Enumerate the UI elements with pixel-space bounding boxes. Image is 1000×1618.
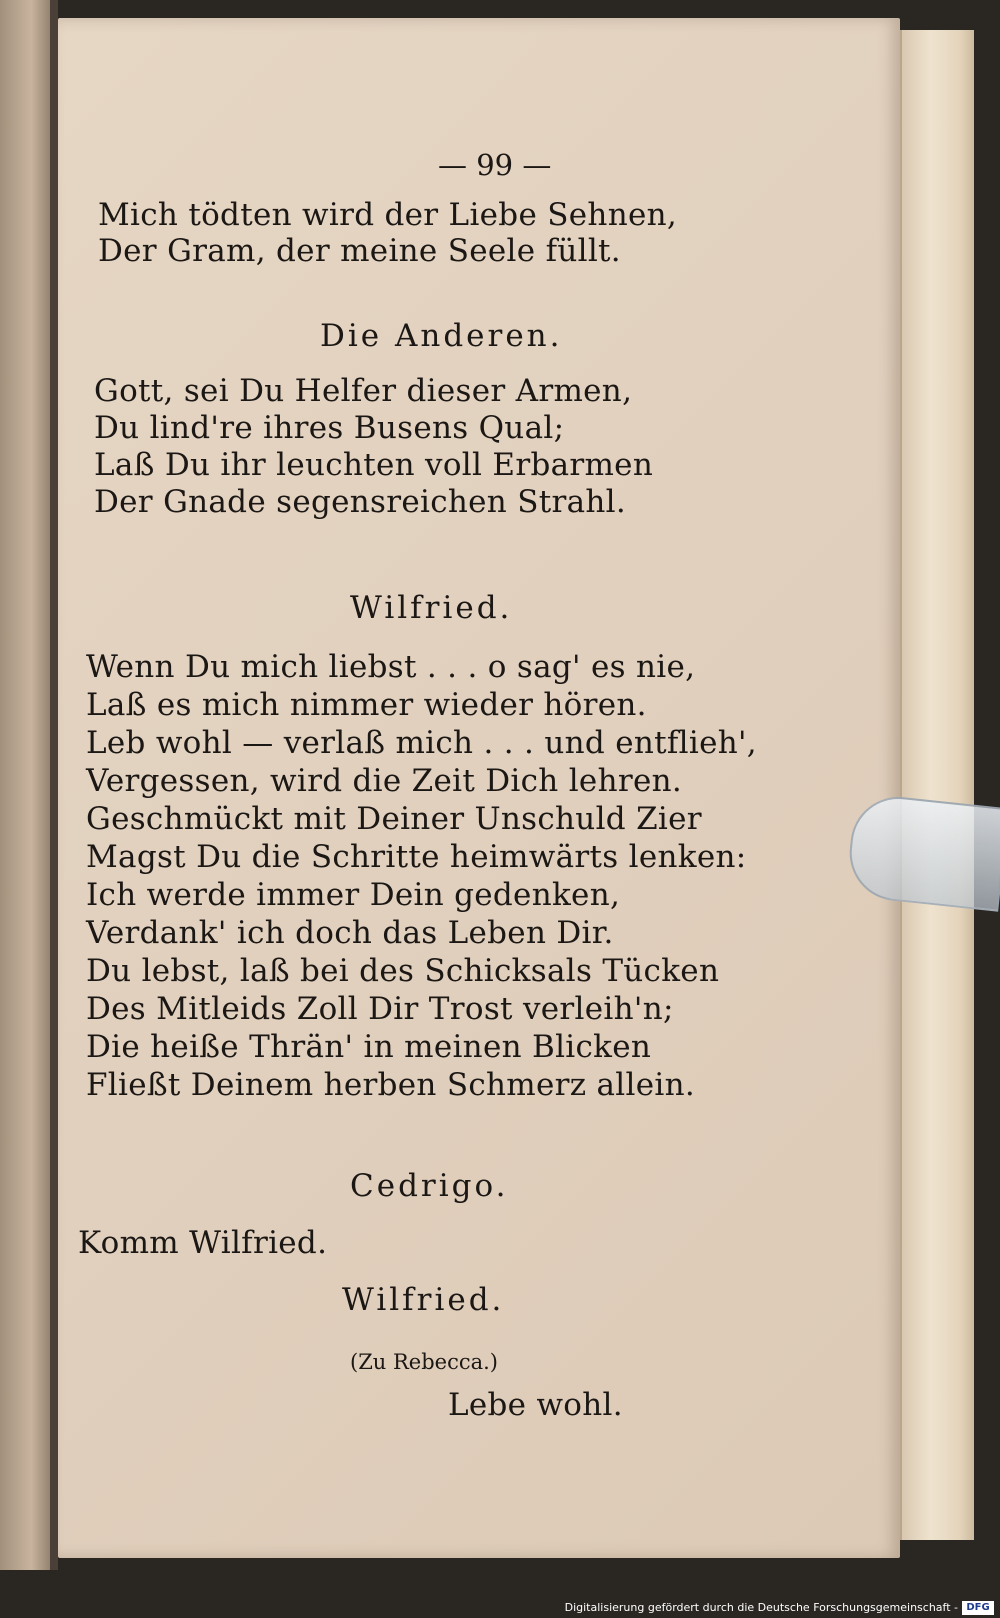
- verse-line: Mich tödten wird der Liebe Sehnen,: [98, 197, 678, 233]
- verse-line: Du lind're ihres Busens Qual;: [94, 410, 565, 446]
- speaker-heading: Wilfried.: [350, 590, 513, 626]
- left-page-edge: [0, 0, 52, 1570]
- verse-line: Die heiße Thrän' in meinen Blicken: [86, 1029, 652, 1065]
- footer-credit: Digitalisierung gefördert durch die Deutsche Forschungsgemeinschaft -: [564, 1601, 958, 1614]
- verse-line: Gott, sei Du Helfer dieser Armen,: [94, 373, 633, 409]
- verse-line: Laß Du ihr leuchten voll Erbarmen: [94, 447, 654, 483]
- verse-line: Lebe wohl.: [448, 1387, 623, 1423]
- dfg-logo: DFG: [962, 1601, 994, 1615]
- book-spine: [50, 0, 58, 1570]
- verse-line: Verdank' ich doch das Leben Dir.: [86, 915, 614, 951]
- verse-line: Der Gram, der meine Seele füllt.: [98, 233, 621, 269]
- verse-line: Fließt Deinem herben Schmerz allein.: [86, 1067, 696, 1103]
- speaker-heading: Wilfried.: [342, 1282, 505, 1318]
- verse-line: Vergessen, wird die Zeit Dich lehren.: [86, 763, 683, 799]
- stage-direction: (Zu Rebecca.): [350, 1350, 499, 1374]
- verse-line: Des Mitleids Zoll Dir Trost verleih'n;: [86, 991, 674, 1027]
- footer-bar: [0, 1572, 1000, 1618]
- verse-line: Laß es mich nimmer wieder hören.: [86, 687, 647, 723]
- book-page: [58, 18, 900, 1558]
- verse-line: Ich werde immer Dein gedenken,: [86, 877, 621, 913]
- verse-line: Du lebst, laß bei des Schicksals Tücken: [86, 953, 720, 989]
- verse-line: Magst Du die Schritte heimwärts lenken:: [86, 839, 747, 875]
- page-stack-edge: [900, 30, 974, 1540]
- speaker-heading: Cedrigo.: [350, 1168, 509, 1204]
- page-number: — 99 —: [438, 148, 552, 182]
- verse-line: Geschmückt mit Deiner Unschuld Zier: [86, 801, 702, 837]
- verse-line: Komm Wilfried.: [78, 1225, 328, 1261]
- verse-line: Der Gnade segensreichen Strahl.: [94, 484, 627, 520]
- speaker-heading: Die Anderen.: [320, 318, 563, 354]
- verse-line: Wenn Du mich liebst . . . o sag' es nie,: [86, 649, 696, 685]
- verse-line: Leb wohl — verlaß mich . . . und entflieh',: [86, 725, 757, 761]
